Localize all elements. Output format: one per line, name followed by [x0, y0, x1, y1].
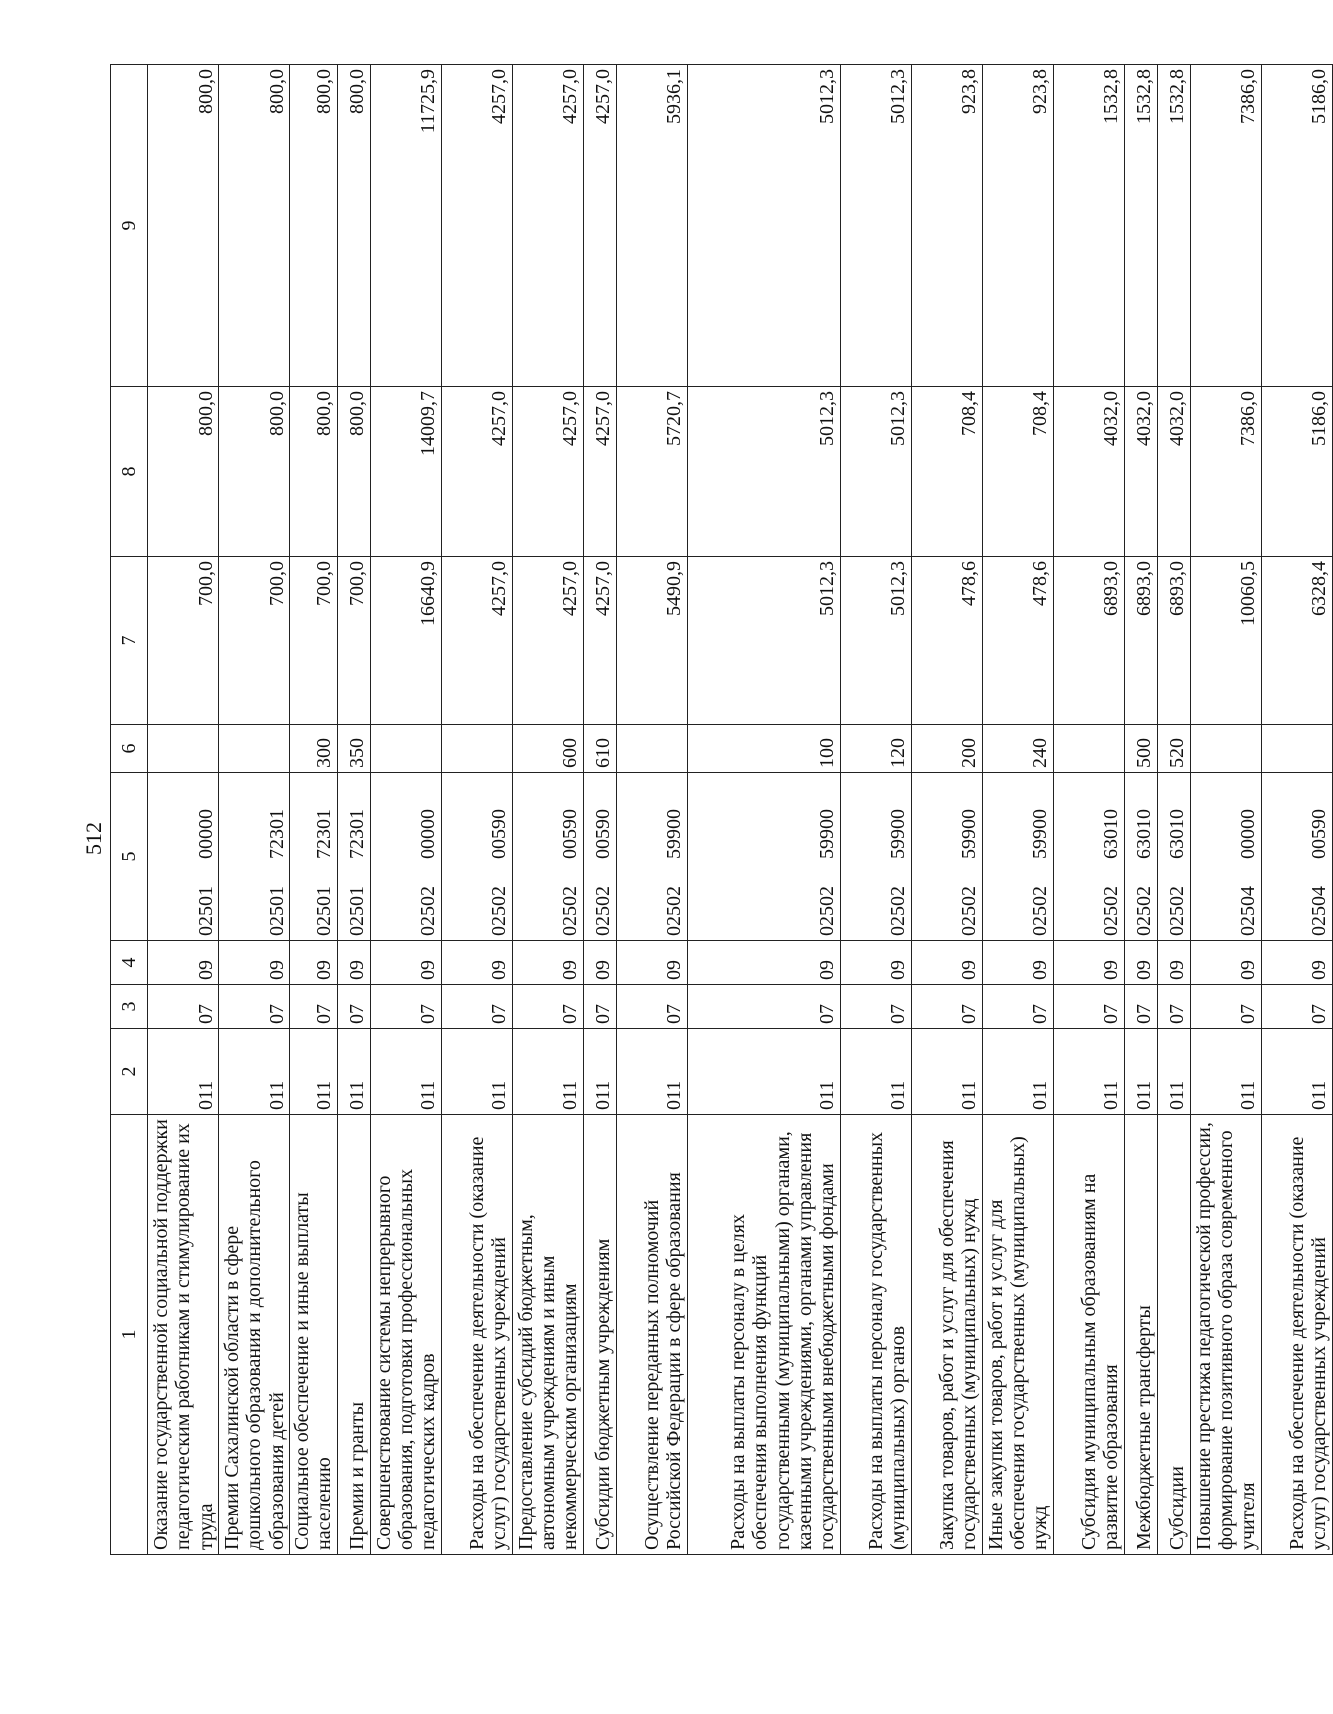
- target-article-cell: [687, 773, 840, 941]
- row-name: Оказание государственной социальной поддержки педагогическим работникам и стимулирование их труда: [148, 1115, 219, 1555]
- amount-year3-cell: 5012,3: [840, 65, 911, 387]
- subsection-cell: 09: [441, 941, 512, 985]
- subsection-cell: 09: [687, 941, 840, 985]
- row-name: Повышение престижа педагогической профессии, формирование позитивного образа современного учителя: [1190, 1115, 1261, 1555]
- target-direction-code: 00590: [1308, 809, 1331, 859]
- amount-year3-cell: 923,8: [911, 65, 982, 387]
- amount-year3-cell: 1532,8: [1124, 65, 1157, 387]
- section-cell: 07: [290, 985, 338, 1029]
- target-program-code: 02501: [313, 886, 336, 936]
- table-row: [441, 65, 512, 1555]
- amount-year3-cell: 923,8: [982, 65, 1053, 387]
- subsection-cell: 09: [1190, 941, 1261, 985]
- expense-type-cell: 610: [583, 725, 616, 773]
- row-name: Иные закупки товаров, работ и услуг для обеспечения государственных (муниципальных) нужд: [982, 1115, 1053, 1555]
- amount-year1-cell: 6328,4: [1261, 557, 1332, 725]
- subsection-cell: 09: [219, 941, 290, 985]
- target-article-cell: [1053, 773, 1124, 941]
- expense-type-cell: 350: [337, 725, 370, 773]
- target-program-code: 02501: [346, 886, 369, 936]
- expense-type-cell: [370, 725, 441, 773]
- expense-type-cell: [1261, 725, 1332, 773]
- target-program-code: 02502: [816, 886, 839, 936]
- column-header: 9: [111, 65, 148, 387]
- amount-year3-cell: 800,0: [148, 65, 219, 387]
- amount-year1-cell: 5490,9: [616, 557, 687, 725]
- row-name: Премии и гранты: [337, 1115, 370, 1555]
- target-article-cell: [290, 773, 338, 941]
- amount-year1-cell: 700,0: [337, 557, 370, 725]
- target-program-code: 02501: [265, 886, 288, 936]
- code-cell: 011: [441, 1029, 512, 1115]
- amount-year1-cell: 5012,3: [687, 557, 840, 725]
- amount-year1-cell: 6893,0: [1157, 557, 1190, 725]
- row-name: Расходы на выплаты персоналу в целях обеспечения выполнения функций государственными (муниципальными) органами, казенными учреждениями, органами управления государственными внебюджетными фондами: [687, 1115, 840, 1555]
- section-cell: 07: [337, 985, 370, 1029]
- subsection-cell: 09: [512, 941, 583, 985]
- target-article-cell: [512, 773, 583, 941]
- code-cell: 011: [616, 1029, 687, 1115]
- amount-year3-cell: 4257,0: [512, 65, 583, 387]
- row-name: Расходы на выплаты персоналу государственных (муниципальных) органов: [840, 1115, 911, 1555]
- target-direction-code: 59900: [663, 809, 686, 859]
- table-row: [982, 65, 1053, 1555]
- subsection-cell: 09: [911, 941, 982, 985]
- target-direction-code: 00590: [488, 809, 511, 859]
- amount-year1-cell: 700,0: [290, 557, 338, 725]
- expense-type-cell: 520: [1157, 725, 1190, 773]
- code-cell: 011: [840, 1029, 911, 1115]
- expense-type-cell: 200: [911, 725, 982, 773]
- amount-year2-cell: 4032,0: [1124, 387, 1157, 557]
- amount-year2-cell: 800,0: [219, 387, 290, 557]
- target-article-cell: [1124, 773, 1157, 941]
- amount-year1-cell: 700,0: [148, 557, 219, 725]
- amount-year3-cell: 4257,0: [583, 65, 616, 387]
- target-article-cell: [441, 773, 512, 941]
- column-header: 2: [111, 1029, 148, 1115]
- amount-year2-cell: 4032,0: [1053, 387, 1124, 557]
- target-direction-code: 00000: [417, 809, 440, 859]
- target-article-cell: [1261, 773, 1332, 941]
- expense-type-cell: 240: [982, 725, 1053, 773]
- section-cell: 07: [687, 985, 840, 1029]
- table-row: [370, 65, 441, 1555]
- amount-year2-cell: 5012,3: [687, 387, 840, 557]
- target-program-code: 02502: [1100, 886, 1123, 936]
- table-body: [148, 65, 1333, 1555]
- target-program-code: 02502: [958, 886, 981, 936]
- amount-year2-cell: 708,4: [982, 387, 1053, 557]
- table-row: [337, 65, 370, 1555]
- expense-type-cell: 100: [687, 725, 840, 773]
- table-row: [616, 65, 687, 1555]
- column-header: 6: [111, 725, 148, 773]
- expense-type-cell: [1190, 725, 1261, 773]
- code-cell: 011: [1261, 1029, 1332, 1115]
- code-cell: 011: [583, 1029, 616, 1115]
- amount-year2-cell: 708,4: [911, 387, 982, 557]
- amount-year1-cell: 4257,0: [512, 557, 583, 725]
- section-cell: 07: [219, 985, 290, 1029]
- code-cell: 011: [1053, 1029, 1124, 1115]
- amount-year2-cell: 4257,0: [441, 387, 512, 557]
- amount-year2-cell: 800,0: [290, 387, 338, 557]
- subsection-cell: 09: [148, 941, 219, 985]
- table-row: [687, 65, 840, 1555]
- row-name: Премии Сахалинской области в сфере дошкольного образования и дополнительного образования детей: [219, 1115, 290, 1555]
- amount-year1-cell: 10060,5: [1190, 557, 1261, 725]
- section-cell: 07: [512, 985, 583, 1029]
- target-program-code: 02502: [1133, 886, 1156, 936]
- subsection-cell: 09: [290, 941, 338, 985]
- section-cell: 07: [1124, 985, 1157, 1029]
- table-row: [1190, 65, 1261, 1555]
- code-cell: 011: [148, 1029, 219, 1115]
- table-row: [1053, 65, 1124, 1555]
- amount-year1-cell: 4257,0: [583, 557, 616, 725]
- amount-year1-cell: 478,6: [982, 557, 1053, 725]
- amount-year1-cell: 6893,0: [1124, 557, 1157, 725]
- page-number: 512: [81, 822, 106, 855]
- row-name: Субсидии: [1157, 1115, 1190, 1555]
- amount-year3-cell: 800,0: [219, 65, 290, 387]
- section-cell: 07: [370, 985, 441, 1029]
- expense-type-cell: 500: [1124, 725, 1157, 773]
- expense-type-cell: [441, 725, 512, 773]
- target-direction-code: 59900: [958, 809, 981, 859]
- section-cell: 07: [911, 985, 982, 1029]
- section-cell: 07: [1190, 985, 1261, 1029]
- amount-year2-cell: 800,0: [337, 387, 370, 557]
- amount-year3-cell: 1532,8: [1053, 65, 1124, 387]
- code-cell: 011: [219, 1029, 290, 1115]
- subsection-cell: 09: [583, 941, 616, 985]
- row-name: Закупка товаров, работ и услуг для обеспечения государственных (муниципальных) нужд: [911, 1115, 982, 1555]
- target-program-code: 02502: [417, 886, 440, 936]
- rotated-table-wrapper: [110, 65, 1331, 1555]
- target-direction-code: 00590: [559, 809, 582, 859]
- target-program-code: 02502: [1029, 886, 1052, 936]
- subsection-cell: 09: [840, 941, 911, 985]
- target-program-code: 02502: [887, 886, 910, 936]
- column-header: 7: [111, 557, 148, 725]
- column-header: 8: [111, 387, 148, 557]
- amount-year1-cell: 478,6: [911, 557, 982, 725]
- code-cell: 011: [290, 1029, 338, 1115]
- target-direction-code: 72301: [265, 809, 288, 859]
- column-header: 4: [111, 941, 148, 985]
- section-cell: 07: [148, 985, 219, 1029]
- row-name: Субсидия муниципальным образованиям на развитие образования: [1053, 1115, 1124, 1555]
- amount-year2-cell: 4257,0: [583, 387, 616, 557]
- amount-year3-cell: 11725,9: [370, 65, 441, 387]
- row-name: Осуществление переданных полномочий Российской Федерации в сфере образования: [616, 1115, 687, 1555]
- subsection-cell: 09: [370, 941, 441, 985]
- target-direction-code: 59900: [887, 809, 910, 859]
- target-article-cell: [1190, 773, 1261, 941]
- column-header: 1: [111, 1115, 148, 1555]
- subsection-cell: 09: [1261, 941, 1332, 985]
- target-program-code: 02502: [488, 886, 511, 936]
- table-row: [290, 65, 338, 1555]
- section-cell: 07: [616, 985, 687, 1029]
- target-direction-code: 00590: [592, 809, 615, 859]
- amount-year3-cell: 5936,1: [616, 65, 687, 387]
- code-cell: 011: [1190, 1029, 1261, 1115]
- budget-table: [110, 64, 1333, 1555]
- amount-year1-cell: 6893,0: [1053, 557, 1124, 725]
- amount-year3-cell: 800,0: [337, 65, 370, 387]
- code-cell: 011: [982, 1029, 1053, 1115]
- amount-year3-cell: 5186,0: [1261, 65, 1332, 387]
- table-row: [1124, 65, 1157, 1555]
- target-article-cell: [583, 773, 616, 941]
- subsection-cell: 09: [1157, 941, 1190, 985]
- table-row: [911, 65, 982, 1555]
- target-program-code: 02501: [194, 886, 217, 936]
- subsection-cell: 09: [1053, 941, 1124, 985]
- column-header: 5: [111, 773, 148, 941]
- target-article-cell: [370, 773, 441, 941]
- amount-year2-cell: 5720,7: [616, 387, 687, 557]
- expense-type-cell: [219, 725, 290, 773]
- table-row: [148, 65, 219, 1555]
- code-cell: 011: [1124, 1029, 1157, 1115]
- target-article-cell: [1157, 773, 1190, 941]
- amount-year1-cell: 700,0: [219, 557, 290, 725]
- target-article-cell: [148, 773, 219, 941]
- section-cell: 07: [1261, 985, 1332, 1029]
- section-cell: 07: [441, 985, 512, 1029]
- target-program-code: 02502: [1166, 886, 1189, 936]
- target-article-cell: [911, 773, 982, 941]
- target-direction-code: 63010: [1166, 809, 1189, 859]
- table-row: [219, 65, 290, 1555]
- section-cell: 07: [982, 985, 1053, 1029]
- target-article-cell: [982, 773, 1053, 941]
- target-program-code: 02502: [559, 886, 582, 936]
- expense-type-cell: 300: [290, 725, 338, 773]
- target-article-cell: [219, 773, 290, 941]
- subsection-cell: 09: [616, 941, 687, 985]
- table-row: [1157, 65, 1190, 1555]
- target-program-code: 02502: [592, 886, 615, 936]
- target-direction-code: 00000: [194, 809, 217, 859]
- row-name: Субсидии бюджетным учреждениям: [583, 1115, 616, 1555]
- amount-year2-cell: 5012,3: [840, 387, 911, 557]
- amount-year2-cell: 7386,0: [1190, 387, 1261, 557]
- section-cell: 07: [583, 985, 616, 1029]
- section-cell: 07: [1157, 985, 1190, 1029]
- expense-type-cell: [616, 725, 687, 773]
- code-cell: 011: [687, 1029, 840, 1115]
- target-direction-code: 63010: [1100, 809, 1123, 859]
- subsection-cell: 09: [1124, 941, 1157, 985]
- section-cell: 07: [1053, 985, 1124, 1029]
- target-direction-code: 63010: [1133, 809, 1156, 859]
- target-program-code: 02504: [1237, 886, 1260, 936]
- subsection-cell: 09: [982, 941, 1053, 985]
- amount-year3-cell: 1532,8: [1157, 65, 1190, 387]
- row-name: Совершенствование системы непрерывного образования, подготовки профессиональных педагогических кадров: [370, 1115, 441, 1555]
- header-row: [111, 65, 148, 1555]
- target-direction-code: 59900: [816, 809, 839, 859]
- amount-year2-cell: 4032,0: [1157, 387, 1190, 557]
- column-header: 3: [111, 985, 148, 1029]
- amount-year3-cell: 4257,0: [441, 65, 512, 387]
- amount-year2-cell: 14009,7: [370, 387, 441, 557]
- target-program-code: 02502: [663, 886, 686, 936]
- code-cell: 011: [512, 1029, 583, 1115]
- code-cell: 011: [1157, 1029, 1190, 1115]
- amount-year3-cell: 800,0: [290, 65, 338, 387]
- code-cell: 011: [370, 1029, 441, 1115]
- expense-type-cell: 600: [512, 725, 583, 773]
- target-article-cell: [840, 773, 911, 941]
- row-name: Межбюджетные трансферты: [1124, 1115, 1157, 1555]
- target-article-cell: [337, 773, 370, 941]
- target-program-code: 02504: [1308, 886, 1331, 936]
- amount-year1-cell: 4257,0: [441, 557, 512, 725]
- row-name: Предоставление субсидий бюджетным, автономным учреждениям и иным некоммерческим организациям: [512, 1115, 583, 1555]
- table-row: [1261, 65, 1332, 1555]
- target-direction-code: 00000: [1237, 809, 1260, 859]
- expense-type-cell: [148, 725, 219, 773]
- amount-year2-cell: 800,0: [148, 387, 219, 557]
- target-direction-code: 59900: [1029, 809, 1052, 859]
- amount-year3-cell: 7386,0: [1190, 65, 1261, 387]
- row-name: Расходы на обеспечение деятельности (оказание услуг) государственных учреждений: [1261, 1115, 1332, 1555]
- row-name: Расходы на обеспечение деятельности (оказание услуг) государственных учреждений: [441, 1115, 512, 1555]
- amount-year2-cell: 4257,0: [512, 387, 583, 557]
- amount-year1-cell: 16640,9: [370, 557, 441, 725]
- code-cell: 011: [337, 1029, 370, 1115]
- amount-year2-cell: 5186,0: [1261, 387, 1332, 557]
- target-article-cell: [616, 773, 687, 941]
- target-direction-code: 72301: [346, 809, 369, 859]
- subsection-cell: 09: [337, 941, 370, 985]
- amount-year1-cell: 5012,3: [840, 557, 911, 725]
- table-row: [583, 65, 616, 1555]
- expense-type-cell: 120: [840, 725, 911, 773]
- expense-type-cell: [1053, 725, 1124, 773]
- section-cell: 07: [840, 985, 911, 1029]
- row-name: Социальное обеспечение и иные выплаты населению: [290, 1115, 338, 1555]
- table-row: [512, 65, 583, 1555]
- target-direction-code: 72301: [313, 809, 336, 859]
- amount-year3-cell: 5012,3: [687, 65, 840, 387]
- table-row: [840, 65, 911, 1555]
- code-cell: 011: [911, 1029, 982, 1115]
